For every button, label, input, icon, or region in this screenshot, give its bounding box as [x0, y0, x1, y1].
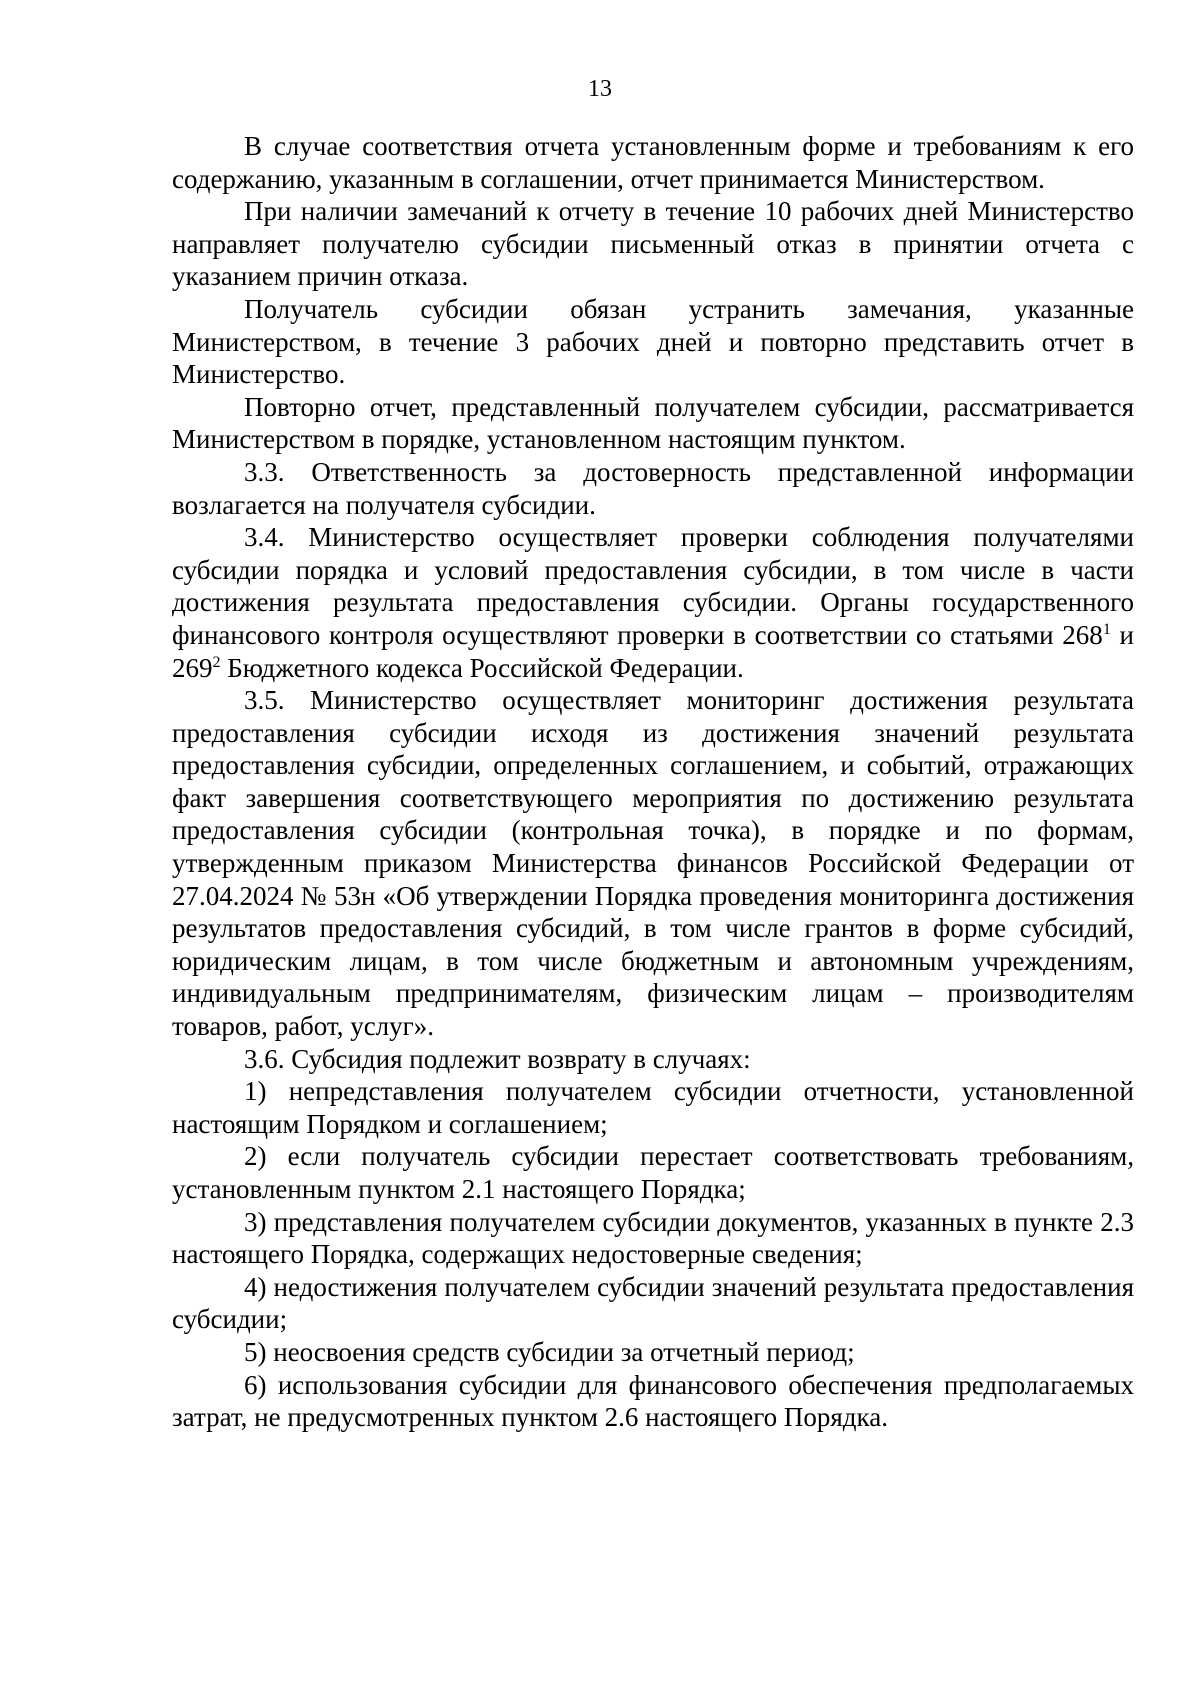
paragraph-report-remarks: При наличии замечаний к отчету в течение 10 рабочих дней Министерство направляет получателю субсидии письменный отказ в принятии отчета с указанием причин отказа. — [172, 196, 1134, 292]
document-body — [172, 130, 1134, 1434]
article-268-superscript: 1 — [1102, 620, 1111, 638]
article-269-superscript: 2 — [212, 653, 221, 671]
paragraph-3-4-text-end: Бюджетного кодекса Российской Федерации. — [220, 652, 744, 683]
list-item-2-requirements: 2) если получатель субсидии перестает соответствовать требованиям, установленным пунктом 2.1 настоящего Порядка; — [172, 1141, 1134, 1204]
paragraph-3-4-text-start: 3.4. Министерство осуществляет проверки соблюдения получателями субсидии порядка и условий предоставления субсидии, в том числе в части достижения результата предоставления субсидии. Органы государственного финансового контроля осуществляют проверки в соответствии со статьями 268 — [172, 522, 1134, 650]
paragraph-3-6-return-cases: 3.6. Субсидия подлежит возврату в случаях: — [244, 1043, 751, 1074]
list-item-3-false-documents: 3) представления получателем субсидии документов, указанных в пункте 2.3 настоящего Порядка, содержащих недостоверные сведения; — [172, 1206, 1134, 1270]
paragraph-remarks-correction: Получатель субсидии обязан устранить замечания, указанные Министерством, в течение 3 рабочих дней и повторно представить отчет в Министерство. — [172, 293, 1134, 390]
paragraph-3-3-responsibility: 3.3. Ответственность за достоверность представленной информации возлагается на получателя субсидии. — [172, 456, 1134, 520]
list-item-4-results-not-achieved: 4) недостижения получателем субсидии значений результата предоставления субсидии; — [172, 1271, 1134, 1335]
paragraph-repeated-report: Повторно отчет, представленный получателем субсидии, рассматривается Министерством в порядке, установленном настоящим пунктом. — [172, 391, 1134, 455]
list-item-1-no-reporting: 1) непредставления получателем субсидии отчетности, установленной настоящим Порядком и соглашением; — [172, 1076, 1134, 1139]
paragraph-3-4-inspections — [172, 521, 1134, 684]
list-item-6-unintended-expenses: 6) использования субсидии для финансового обеспечения предполагаемых затрат, не предусмотренных пунктом 2.6 настоящего Порядка. — [172, 1369, 1134, 1433]
list-item-5-funds-unused: 5) неосвоения средств субсидии за отчетный период; — [244, 1336, 855, 1367]
paragraph-report-acceptance: В случае соответствия отчета установленным форме и требованиям к его содержанию, указанным в соглашении, отчет принимается Министерством. — [172, 131, 1134, 194]
page-number: 13 — [588, 76, 612, 102]
paragraph-3-4-text-middle: и 269 — [172, 619, 1134, 683]
paragraph-3-5-monitoring: 3.5. Министерство осуществляет мониторинг достижения результата предоставления субсидии исходя из достижения значений результата предоставления субсидии, определенных соглашением, и событий, отражающих факт завершения соответствующего мероприятия по достижению результата предоставления субсидии (контрольная точка), в порядке и по формам, утвержденным приказом Министерства финансов Российской Федерации от 27.04.2024 № 53н «Об утверждении Порядка проведения мониторинга достижения результатов предоставления субсидий, в том числе грантов в форме субсидий, юридическим лицам, в том числе бюджетным и автономным учреждениям, индивидуальным предпринимателям, физическим лицам – производителям товаров, работ, услуг». — [172, 685, 1134, 1042]
